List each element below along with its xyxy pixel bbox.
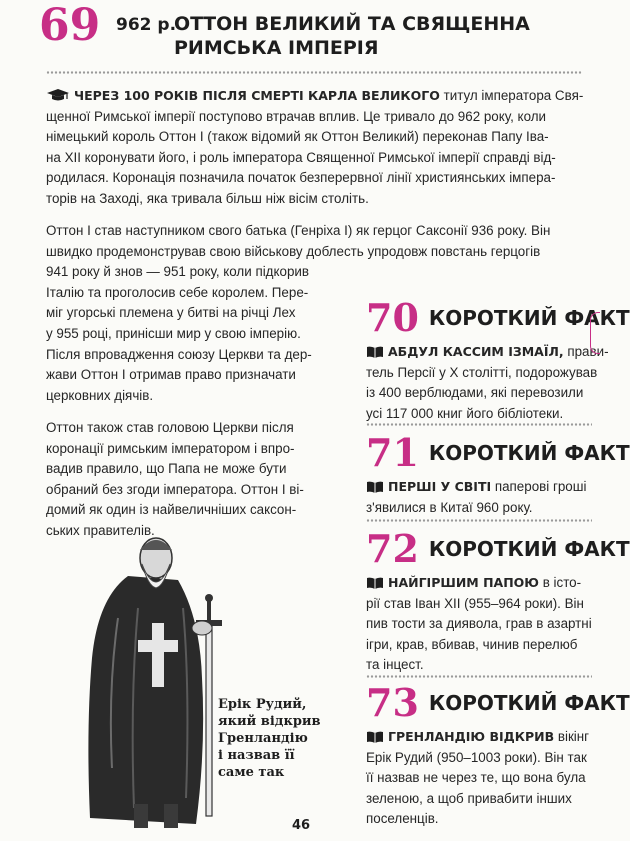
fact-line: поселенців.	[366, 811, 439, 827]
intro-line: родилася. Коронація позначила початок безперервної лінії християнських імпера-	[46, 170, 556, 186]
fact-number: 73	[366, 680, 419, 725]
fact-text: прави-	[563, 344, 609, 359]
paragraph-otto-church	[46, 418, 304, 542]
fact-title: КОРОТКИЙ ФАКТ	[428, 691, 630, 715]
paragraph-line: церковних діячів.	[46, 387, 154, 403]
fact-line: із 400 верблюдами, які перевозили	[366, 385, 584, 401]
paragraph-line: вадив правило, що Папа не може бути	[46, 461, 287, 477]
open-book-icon	[366, 481, 384, 493]
caption-line: Гренландію	[218, 731, 308, 746]
fact-text: в істо-	[538, 575, 582, 590]
open-book-icon	[366, 731, 384, 743]
header-divider	[46, 70, 582, 75]
page-number: 46	[292, 818, 311, 833]
fact-divider	[366, 674, 592, 679]
fact-number: 70	[366, 295, 419, 340]
open-book-icon	[366, 577, 384, 589]
fact-line: її назвав не через те, що вона була	[366, 770, 586, 786]
entry-year: 962 р.	[116, 15, 177, 35]
caption-line: саме так	[218, 765, 285, 780]
mortarboard-icon	[46, 88, 70, 102]
intro-line: торів на Заході, яка тривала більш ніж вісім століть.	[46, 190, 369, 206]
fact-title: КОРОТКИЙ ФАКТ	[428, 441, 630, 465]
fact-block-73	[366, 680, 630, 830]
fact-number: 71	[366, 430, 419, 475]
fact-line: зеленою, а щоб привабити інших	[366, 790, 572, 806]
paragraph-line: 941 року й знов — 951 року, коли підкорив	[46, 264, 309, 280]
fact-block-71	[366, 430, 630, 518]
intro-line: німецький король Оттон І (також відомий як Оттон Великий) переконав Папу Іва-	[46, 129, 549, 145]
paragraph-line: швидко продемонстрував свою військову доблесть упродовж повстань герцогів	[46, 243, 541, 259]
entry-number: 69	[39, 0, 101, 51]
page-title-line1: ОТТОН ВЕЛИКИЙ ТА СВЯЩЕННА	[174, 13, 530, 35]
fact-text: вікінг	[554, 729, 590, 744]
fact-line: з'явилися в Китаї 960 року.	[366, 499, 533, 515]
page-title	[174, 12, 530, 60]
fact-line: та інцест.	[366, 657, 424, 673]
intro-paragraph	[46, 86, 583, 210]
fact-lead: ГРЕНЛАНДІЮ ВІДКРИВ	[388, 729, 555, 744]
paragraph-line: ських правителів.	[46, 522, 155, 538]
fact-line: усі 117 000 книг його бібліотеки.	[366, 405, 564, 421]
paragraph-line: жави Оттон І отримав право призначати	[46, 367, 296, 383]
fact-line: Ерік Рудий (950–1003 роки). Він так	[366, 749, 587, 765]
illustration-caption	[218, 696, 321, 781]
open-book-icon	[366, 346, 384, 358]
paragraph-line: Італію та проголосив себе королем. Пере-	[46, 284, 309, 300]
paragraph-line: Оттон І став наступником свого батька (Генріха І) як герцог Саксонії 936 року. Він	[46, 223, 551, 238]
fact-lead: ПЕРШІ У СВІТІ	[388, 479, 492, 494]
fact-lead: НАЙГІРШИМ ПАПОЮ	[388, 575, 539, 590]
fact-title: КОРОТКИЙ ФАКТ	[428, 306, 630, 330]
paragraph-line: у 955 році, принісши мир у свою імперію.	[46, 325, 301, 341]
erik-the-red-illustration	[78, 528, 228, 834]
fact-number: 72	[366, 526, 419, 571]
caption-line: Ерік Рудий,	[218, 697, 307, 712]
paragraph-line: міг угорські племена у битві на річці Лех	[46, 305, 296, 321]
intro-line: на XII коронувати його, і роль імператора Священної Римської імперії справді від-	[46, 149, 556, 165]
fact-text: паперові гроші	[491, 479, 587, 494]
paragraph-line: Оттон також став головою Церкви після	[46, 420, 294, 435]
paragraph-line: домий як один із найвеличніших саксон-	[46, 502, 297, 518]
fact-block-72	[366, 526, 630, 676]
fact-divider	[366, 422, 592, 427]
page-edge-tab	[590, 312, 600, 354]
paragraph-line: коронації римським імператором і впро-	[46, 440, 295, 456]
paragraph-line: Після впровадження союзу Церкви та дер-	[46, 346, 312, 362]
paragraph-line: обраний без згоди імператора. Оттон І ві-	[46, 481, 304, 497]
fact-title: КОРОТКИЙ ФАКТ	[428, 537, 630, 561]
intro-lead: ЧЕРЕЗ 100 РОКІВ ПІСЛЯ СМЕРТІ КАРЛА ВЕЛИКОГО	[74, 88, 440, 103]
fact-line: ігри, крав, вбивав, чинив перелюб	[366, 636, 578, 652]
fact-line: пив тости за диявола, грав в азартні	[366, 616, 592, 632]
fact-divider	[366, 518, 592, 523]
caption-line: який відкрив	[218, 714, 321, 729]
caption-line: і назвав її	[218, 748, 295, 763]
fact-line: рії став Іван XII (955–964 роки). Він	[366, 595, 584, 611]
intro-line: щенної Римської імперії поступово втрачав вплив. Це тривало до 962 року, коли	[46, 108, 547, 124]
page-title-line2: РИМСЬКА ІМПЕРІЯ	[174, 37, 379, 59]
fact-lead: АБДУЛ КАССИМ ІЗМАЇЛ,	[388, 344, 564, 359]
fact-line: тель Персії у X столітті, подорожував	[366, 364, 598, 380]
intro-line1-rest: титул імператора Свя-	[439, 88, 584, 103]
